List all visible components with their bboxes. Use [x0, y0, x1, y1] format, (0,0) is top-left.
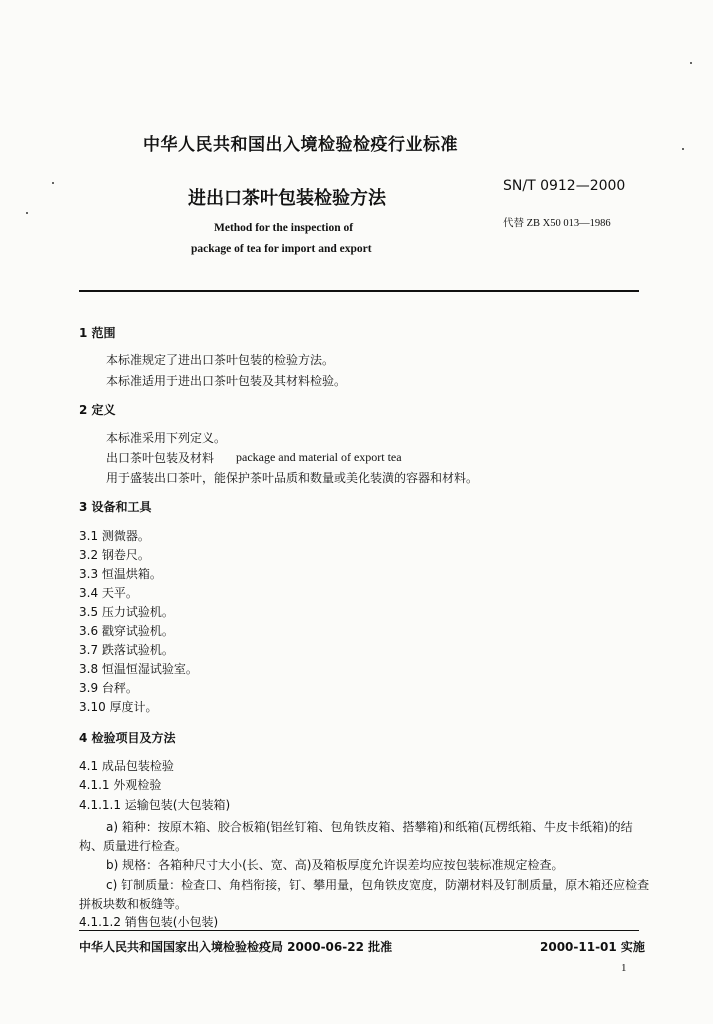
replaces-standard: 代替 ZB X50 013—1986 [503, 218, 611, 229]
equipment-item: 3.10 厚度计。 [79, 700, 158, 714]
section-1-para-1: 本标准规定了进出口茶叶包装的检验方法。 [106, 353, 335, 367]
section-2-term-en: package and material of export tea [236, 450, 402, 464]
equipment-item: 3.2 钢卷尺。 [79, 548, 150, 562]
item-a-line-2: 构、质量进行检查。 [79, 839, 188, 853]
subsection-4-1: 4.1 成品包装检验 [79, 759, 174, 773]
section-2-heading: 2 定义 [79, 403, 116, 417]
item-c-line-2: 拼板块数和板缝等。 [79, 897, 188, 911]
section-4-heading: 4 检验项目及方法 [79, 731, 176, 745]
equipment-item: 3.5 压力试验机。 [79, 605, 174, 619]
scan-speck [682, 148, 684, 150]
document-title-cn: 进出口茶叶包装检验方法 [188, 188, 386, 209]
item-a-line-1: a) 箱种：按原木箱、胶合板箱(铝丝钉箱、包角铁皮箱、搭攀箱)和纸箱(瓦楞纸箱、牛皮卡纸箱)的结 [106, 820, 633, 834]
page-number: 1 [621, 962, 627, 974]
industry-standard-heading: 中华人民共和国出入境检验检疫行业标准 [143, 135, 458, 155]
approval-note: 中华人民共和国国家出入境检验检疫局 2000-06-22 批准 [79, 940, 393, 954]
equipment-item: 3.8 恒温恒湿试验室。 [79, 662, 198, 676]
section-3-heading: 3 设备和工具 [79, 500, 152, 514]
equipment-item: 3.3 恒温烘箱。 [79, 567, 162, 581]
equipment-item: 3.7 跌落试验机。 [79, 643, 174, 657]
title-en-line1: Method for the inspection of [214, 222, 354, 234]
equipment-item: 3.1 测微器。 [79, 529, 150, 543]
section-2-para-3: 用于盛装出口茶叶，能保护茶叶品质和数量或美化装潢的容器和材料。 [106, 471, 479, 485]
section-2-para-1: 本标准采用下列定义。 [106, 431, 227, 445]
scan-speck [52, 182, 54, 184]
header-divider [79, 290, 639, 292]
equipment-item: 3.6 戳穿试验机。 [79, 624, 174, 638]
item-c-line-1: c) 钉制质量：检查口、角档衔接，钉、攀用量，包角铁皮宽度，防潮材料及钉制质量，原木箱还应检查 [106, 878, 650, 892]
title-en-line2: package of tea for import and export [191, 243, 372, 255]
section-1-para-2: 本标准适用于进出口茶叶包装及其材料检验。 [106, 374, 347, 388]
footer-divider [79, 930, 639, 931]
implementation-date: 2000-11-01 实施 [540, 940, 645, 954]
equipment-item: 3.9 台秤。 [79, 681, 138, 695]
scan-speck [26, 212, 28, 214]
standard-code: SN/T 0912—2000 [503, 178, 626, 194]
section-2-term-cn: 出口茶叶包装及材料 [106, 451, 215, 465]
equipment-item: 3.4 天平。 [79, 586, 138, 600]
subsection-4-1-1-1: 4.1.1.1 运输包装(大包装箱) [79, 798, 231, 812]
scan-speck [690, 62, 692, 64]
subsection-4-1-1: 4.1.1 外观检验 [79, 778, 162, 792]
section-1-heading: 1 范围 [79, 326, 116, 340]
item-b: b) 规格：各箱种尺寸大小(长、宽、高)及箱板厚度允许误差均应按包装标准规定检查。 [106, 858, 564, 872]
subsection-4-1-1-2: 4.1.1.2 销售包装(小包装) [79, 915, 219, 929]
